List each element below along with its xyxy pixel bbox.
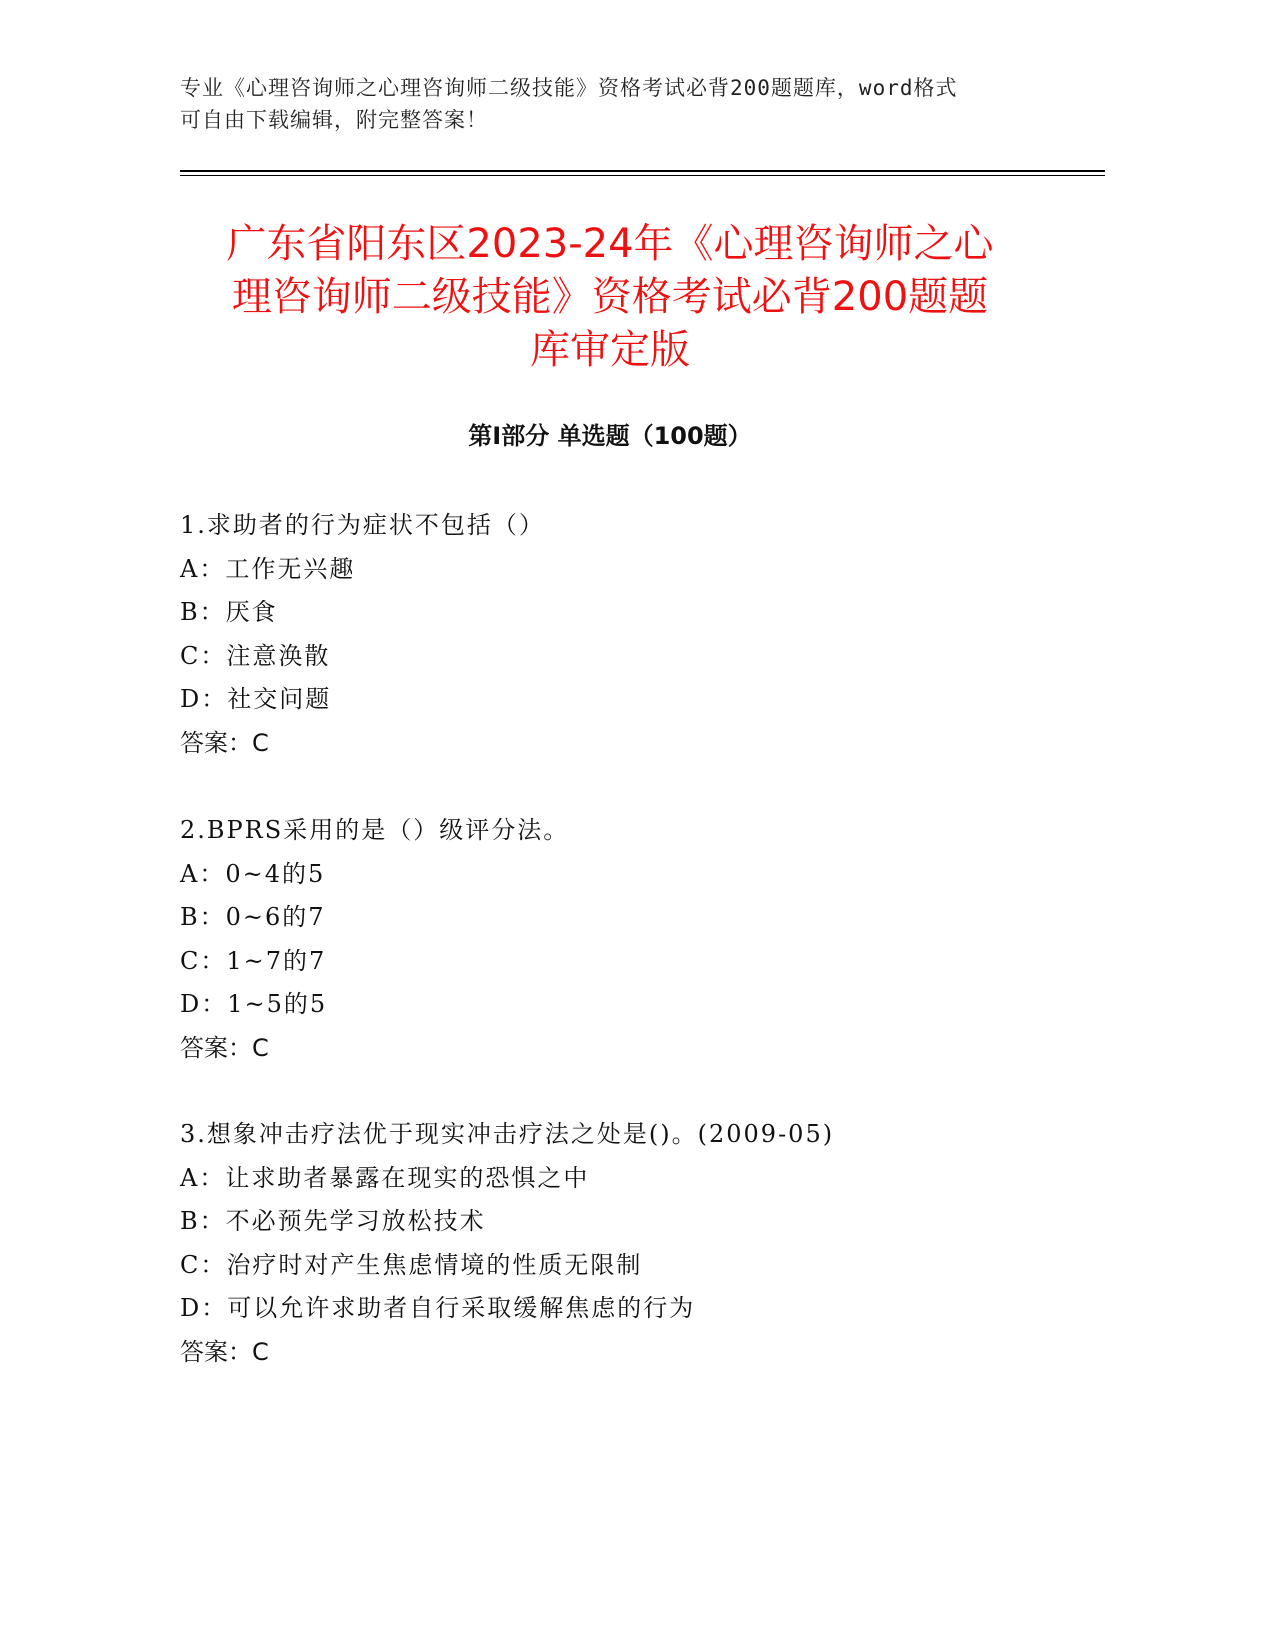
- question-stem: 3.想象冲击疗法优于现实冲击疗法之处是()。(2009-05): [180, 1120, 835, 1148]
- question-block: [180, 809, 1080, 1070]
- title-line: 广东省阳东区2023-24年《心理咨询师之心: [226, 221, 994, 267]
- question-block: [180, 1113, 1080, 1374]
- header-divider: [180, 170, 1105, 172]
- option-b: B：0~6的7: [180, 903, 326, 931]
- option-c: C：治疗时对产生焦虑情境的性质无限制: [180, 1250, 643, 1279]
- option-a: A：工作无兴趣: [180, 554, 356, 583]
- option-a: A：0~4的5: [180, 859, 326, 888]
- option-c: C：注意涣散: [180, 641, 331, 670]
- option-c: C：1~7的7: [180, 946, 327, 975]
- header-divider-thin: [180, 175, 1105, 176]
- title-line: 库审定版: [530, 327, 690, 373]
- question-block: [180, 504, 1080, 765]
- option-d: D：社交问题: [180, 685, 332, 713]
- title-line: 理咨询师二级技能》资格考试必背200题题: [231, 274, 989, 320]
- document-title: [180, 218, 1040, 377]
- header-note-line: 可自由下载编辑，附完整答案！: [180, 108, 488, 132]
- question-stem: 1.求助者的行为症状不包括（）: [180, 511, 545, 539]
- question-stem: 2.BPRS采用的是（）级评分法。: [180, 816, 570, 844]
- option-d: D：1~5的5: [180, 990, 328, 1018]
- header-note-line: 专业《心理咨询师之心理咨询师二级技能》资格考试必背200题题库，word格式: [180, 76, 958, 100]
- answer-line: 答案：C: [180, 1033, 269, 1062]
- option-a: A：让求助者暴露在现实的恐惧之中: [180, 1163, 590, 1192]
- answer-line: 答案：C: [180, 728, 269, 757]
- section-heading: 第Ⅰ部分 单选题（100题）: [468, 422, 752, 450]
- header-note: [180, 72, 1060, 136]
- option-b: B：不必预先学习放松技术: [180, 1207, 486, 1235]
- answer-line: 答案：C: [180, 1337, 269, 1366]
- option-b: B：厌食: [180, 598, 278, 626]
- option-d: D：可以允许求助者自行采取缓解焦虑的行为: [180, 1294, 696, 1322]
